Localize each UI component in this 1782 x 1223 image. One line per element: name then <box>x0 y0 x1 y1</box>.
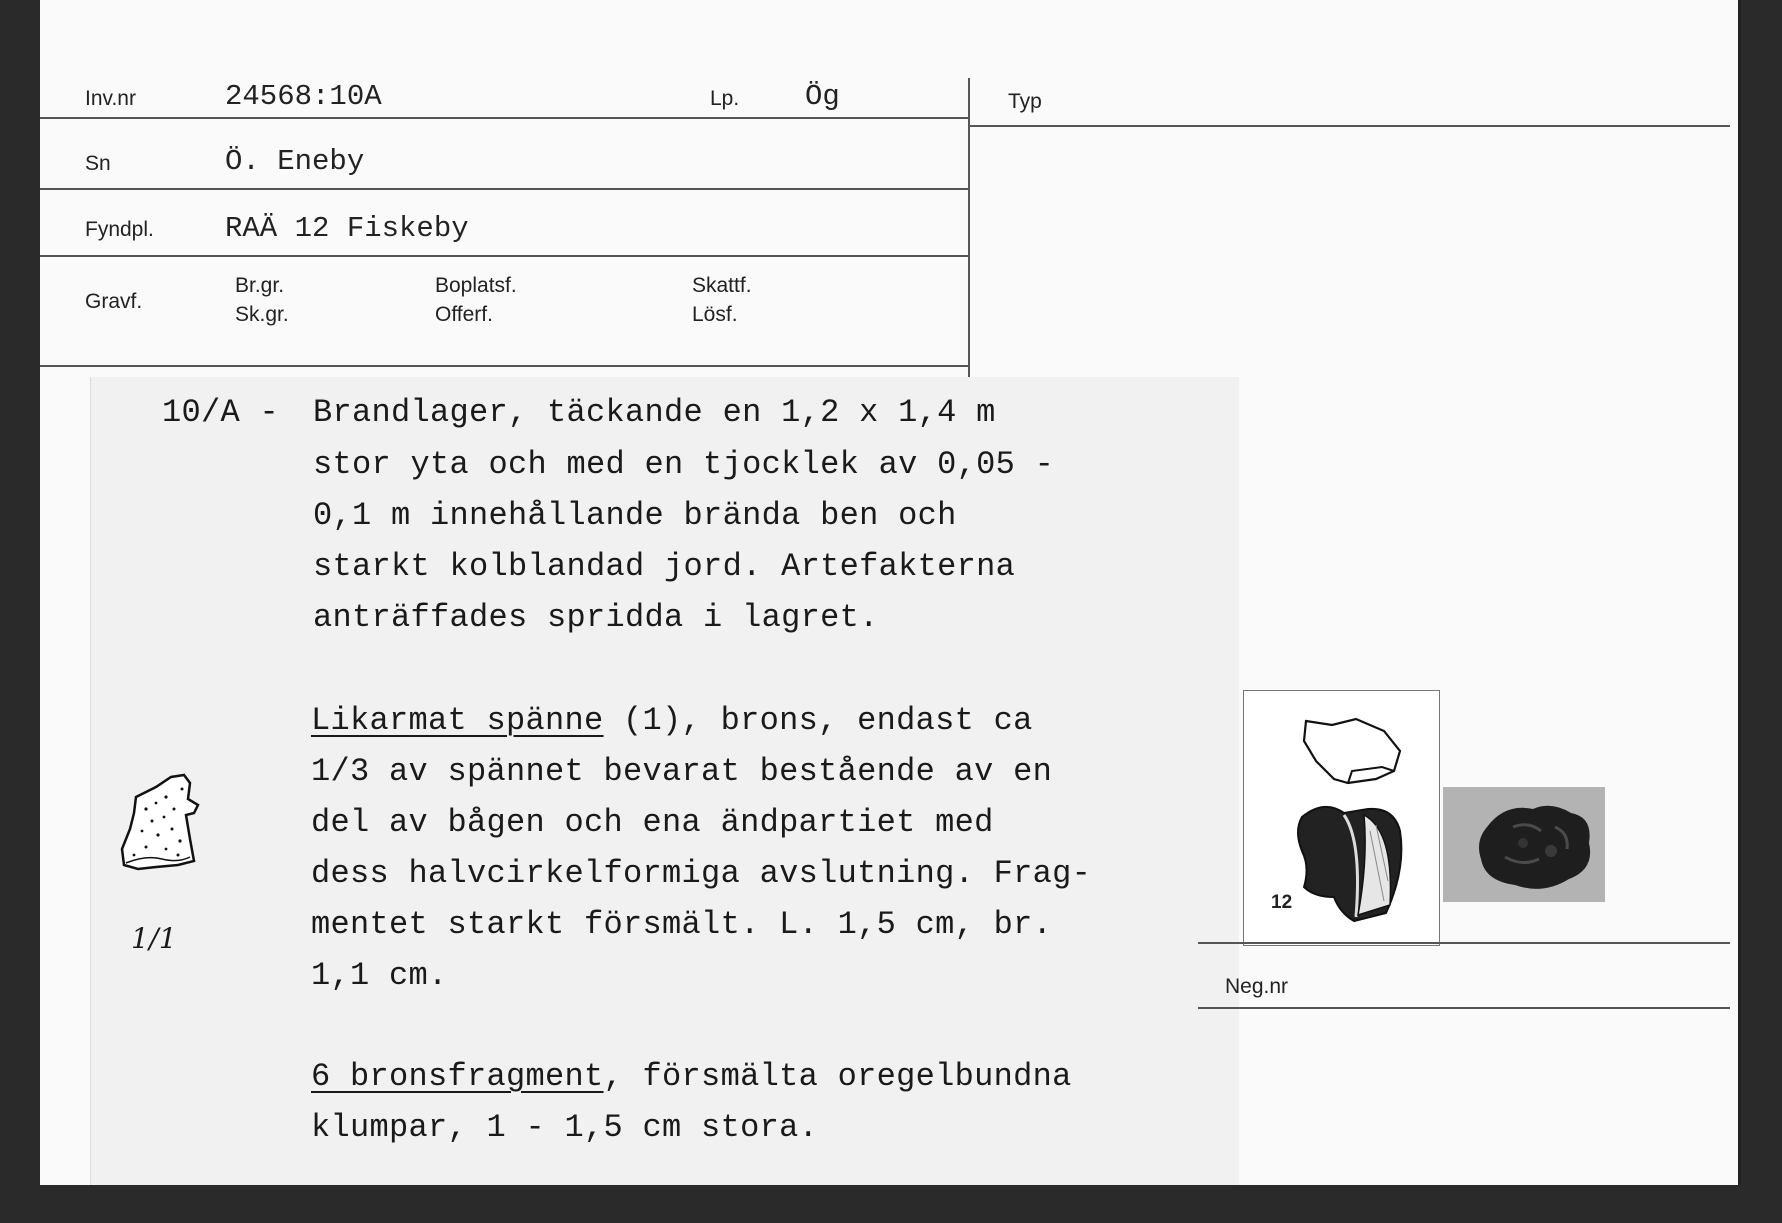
neg-label: Neg.nr <box>1225 975 1289 998</box>
offerf-label: Offerf. <box>435 303 493 326</box>
lp-label: Lp. <box>710 87 740 110</box>
boplatsf-label: Boplatsf. <box>435 274 517 297</box>
scale-note: 1/1 <box>131 922 177 955</box>
find-photograph <box>1443 787 1605 902</box>
item-number: 10/A - <box>162 394 280 431</box>
typed-description-slip <box>90 377 1239 1185</box>
losf-label: Lösf. <box>692 303 738 326</box>
text-line: 0,1 m innehållande brända ben och <box>313 497 957 534</box>
sn-value: Ö. Eneby <box>225 145 365 178</box>
text-line: mentet starkt försmält. L. 1,5 cm, br. <box>311 906 1053 943</box>
fibula-sketch-drawing <box>116 769 216 879</box>
text-line: (1), brons, endast ca <box>603 702 1033 739</box>
gravf-label: Gravf. <box>85 290 143 313</box>
fyndpl-label: Fyndpl. <box>85 218 154 241</box>
lp-value: Ög <box>805 80 840 113</box>
skattf-label: Skattf. <box>692 274 752 297</box>
text-line: 1/3 av spännet bevarat bestående av en <box>311 753 1053 790</box>
row-divider <box>40 117 968 119</box>
find-heading: 6 bronsfragment <box>311 1058 604 1095</box>
text-line: del av bågen och ena ändpartiet med <box>311 804 994 841</box>
row-divider <box>968 125 1730 127</box>
row-divider <box>1198 942 1730 944</box>
fyndpl-value: RAÄ 12 Fiskeby <box>225 212 469 245</box>
text-line: , försmälta oregelbundna <box>603 1058 1072 1095</box>
row-divider <box>40 188 968 190</box>
text-line: klumpar, 1 - 1,5 cm stora. <box>311 1109 819 1146</box>
catalog-card <box>40 0 1741 1185</box>
find-heading: Likarmat spänne <box>311 702 604 739</box>
row-divider <box>40 365 968 367</box>
fibula-photo-image <box>1443 787 1605 902</box>
text-line: starkt kolblandad jord. Artefakterna <box>313 548 1016 585</box>
text-line: dess halvcirkelformiga avslutning. Frag- <box>311 855 1092 892</box>
row-divider <box>40 255 968 257</box>
sn-label: Sn <box>85 152 111 175</box>
inv-value: 24568:10A <box>225 80 382 113</box>
brgr-label: Br.gr. <box>235 274 285 297</box>
skgr-label: Sk.gr. <box>235 303 289 326</box>
inv-label: Inv.nr <box>85 87 136 110</box>
text-line: Brandlager, täckande en 1,2 x 1,4 m <box>313 394 996 431</box>
text-line: anträffades spridda i lagret. <box>313 599 879 636</box>
typ-label: Typ <box>1008 90 1042 113</box>
text-line: 1,1 cm. <box>311 957 448 994</box>
text-line: stor yta och med en tjocklek av 0,05 - <box>313 446 1055 483</box>
row-divider <box>1198 1007 1730 1009</box>
figure-number: 12 <box>1271 892 1293 913</box>
find-illustration-box <box>1243 690 1440 946</box>
